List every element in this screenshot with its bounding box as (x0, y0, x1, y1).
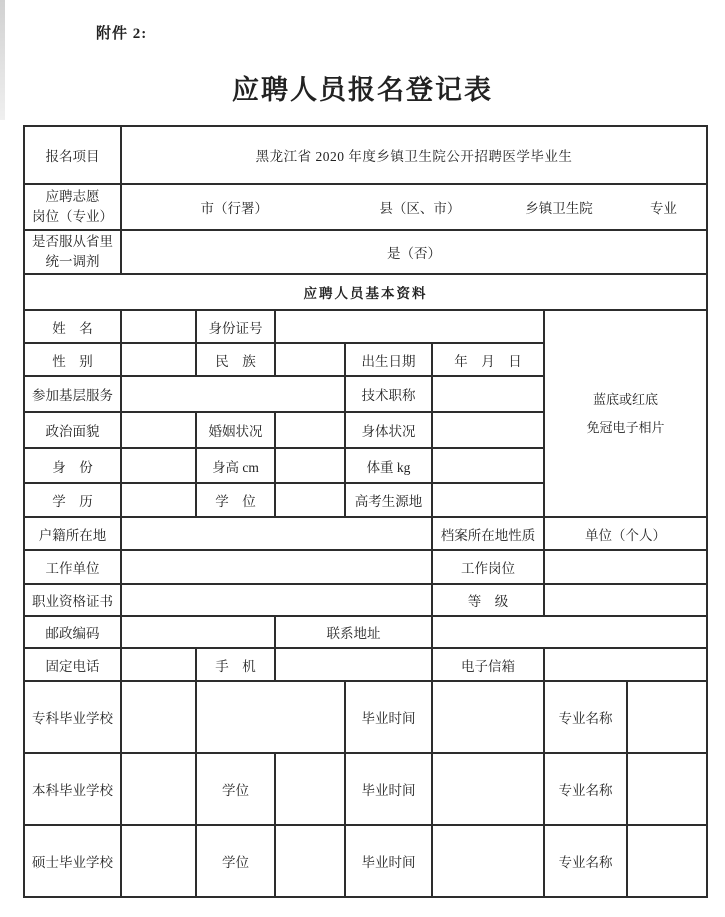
household-field (121, 517, 432, 550)
row-bachelor (24, 753, 707, 825)
name-label: 姓 名 (24, 310, 121, 343)
address-label: 联系地址 (275, 616, 432, 648)
birth-date-field: 年 月 日 (432, 343, 544, 376)
desired-position-options (124, 197, 704, 217)
technical-title-label: 技术职称 (345, 376, 432, 412)
junior-college-extra-field (196, 681, 345, 753)
junior-college-major-field (627, 681, 707, 753)
health-status-field (432, 412, 544, 448)
address-field (432, 616, 707, 648)
junior-college-major-label: 专业名称 (544, 681, 627, 753)
identity-field (121, 448, 196, 483)
landline-label: 固定电话 (24, 648, 121, 681)
work-unit-field (121, 550, 432, 584)
email-field (544, 648, 707, 681)
mobile-label: 手 机 (196, 648, 275, 681)
technical-title-field (432, 376, 544, 412)
row-master (24, 825, 707, 897)
postal-code-field (121, 616, 275, 648)
bachelor-major-field (627, 753, 707, 825)
political-status-label: 政治面貌 (24, 412, 121, 448)
archive-type-label: 档案所在地性质 (432, 517, 544, 550)
bachelor-degree-label: 学位 (196, 753, 275, 825)
archive-type-value: 单位（个人） (544, 517, 707, 550)
page-title: 应聘人员报名登记表 (232, 75, 493, 105)
education-level-label: 学 历 (24, 483, 121, 517)
degree-field (275, 483, 345, 517)
master-graduation-field (432, 825, 544, 897)
option-major: 专业 (649, 201, 677, 216)
bachelor-school-label: 本科毕业学校 (24, 753, 121, 825)
registration-form-table (23, 125, 708, 898)
bachelor-graduation-field (432, 753, 544, 825)
ethnicity-label: 民 族 (196, 343, 275, 376)
bachelor-school-field (121, 753, 196, 825)
attachment-label: 附件 2: (96, 26, 148, 42)
bachelor-graduation-label: 毕业时间 (345, 753, 432, 825)
email-label: 电子信箱 (432, 648, 544, 681)
id-number-label: 身份证号 (196, 310, 275, 343)
master-major-field (627, 825, 707, 897)
master-graduation-label: 毕业时间 (345, 825, 432, 897)
row-registration-project (24, 126, 707, 184)
gaokao-origin-field (432, 483, 544, 517)
row-junior-college (24, 681, 707, 753)
junior-college-school-label: 专科毕业学校 (24, 681, 121, 753)
basic-info-section-header: 应聘人员基本资料 (24, 274, 707, 310)
row-obey-transfer (24, 230, 707, 274)
photo-note-line2: 免冠电子相片 (586, 419, 665, 435)
master-degree-field (275, 825, 345, 897)
master-school-label: 硕士毕业学校 (24, 825, 121, 897)
household-label: 户籍所在地 (24, 517, 121, 550)
work-post-field (544, 550, 707, 584)
height-field (275, 448, 345, 483)
ethnicity-field (275, 343, 345, 376)
gender-field (121, 343, 196, 376)
photo-note-line1: 蓝底或红底 (593, 392, 659, 408)
obey-transfer-label-line2: 统一调剂 (45, 254, 100, 269)
row-desired-position (24, 184, 707, 230)
weight-field (432, 448, 544, 483)
row-household (24, 517, 707, 550)
birth-date-label: 出生日期 (345, 343, 432, 376)
option-township-hospital: 乡镇卫生院 (525, 201, 593, 216)
grassroots-service-label: 参加基层服务 (24, 376, 121, 412)
marital-status-field (275, 412, 345, 448)
gender-label: 性 别 (24, 343, 121, 376)
certificate-label: 职业资格证书 (24, 584, 121, 616)
option-city: 市（行署） (200, 201, 268, 216)
health-status-label: 身体状况 (345, 412, 432, 448)
grassroots-service-field (121, 376, 345, 412)
gaokao-origin-label: 高考生源地 (345, 483, 432, 517)
postal-code-label: 邮政编码 (24, 616, 121, 648)
junior-college-school-field (121, 681, 196, 753)
work-post-label: 工作岗位 (432, 550, 544, 584)
obey-transfer-label-line1: 是否服从省里 (32, 233, 113, 249)
work-unit-label: 工作单位 (24, 550, 121, 584)
row-work-unit (24, 550, 707, 584)
landline-field (121, 648, 196, 681)
junior-college-graduation-label: 毕业时间 (345, 681, 432, 753)
degree-label: 学 位 (196, 483, 275, 517)
id-number-field (275, 310, 544, 343)
registration-project-value: 黑龙江省 2020 年度乡镇卫生院公开招聘医学毕业生 (121, 126, 707, 184)
master-degree-label: 学位 (196, 825, 275, 897)
obey-transfer-label (24, 230, 121, 274)
obey-transfer-value: 是（否） (121, 230, 707, 274)
registration-project-label: 报名项目 (24, 126, 121, 184)
level-label: 等 级 (432, 584, 544, 616)
bachelor-degree-field (275, 753, 345, 825)
desired-position-value (121, 184, 707, 230)
height-label: 身高 cm (196, 448, 275, 483)
master-school-field (121, 825, 196, 897)
desired-position-label-line2: 岗位（专业） (32, 209, 113, 224)
row-phone (24, 648, 707, 681)
bachelor-major-label: 专业名称 (544, 753, 627, 825)
row-postal-code (24, 616, 707, 648)
mobile-field (275, 648, 432, 681)
education-level-field (121, 483, 196, 517)
political-status-field (121, 412, 196, 448)
photo-placeholder (544, 310, 707, 517)
identity-label: 身 份 (24, 448, 121, 483)
desired-position-label-line1: 应聘志愿 (45, 188, 100, 204)
name-field (121, 310, 196, 343)
row-certificate (24, 584, 707, 616)
junior-college-graduation-field (432, 681, 544, 753)
row-name (24, 310, 707, 343)
certificate-field (121, 584, 432, 616)
weight-label: 体重 kg (345, 448, 432, 483)
desired-position-label (24, 184, 121, 230)
master-major-label: 专业名称 (544, 825, 627, 897)
option-county: 县（区、市） (379, 201, 461, 216)
marital-status-label: 婚姻状况 (196, 412, 275, 448)
row-section-header (24, 274, 707, 310)
level-field (544, 584, 707, 616)
